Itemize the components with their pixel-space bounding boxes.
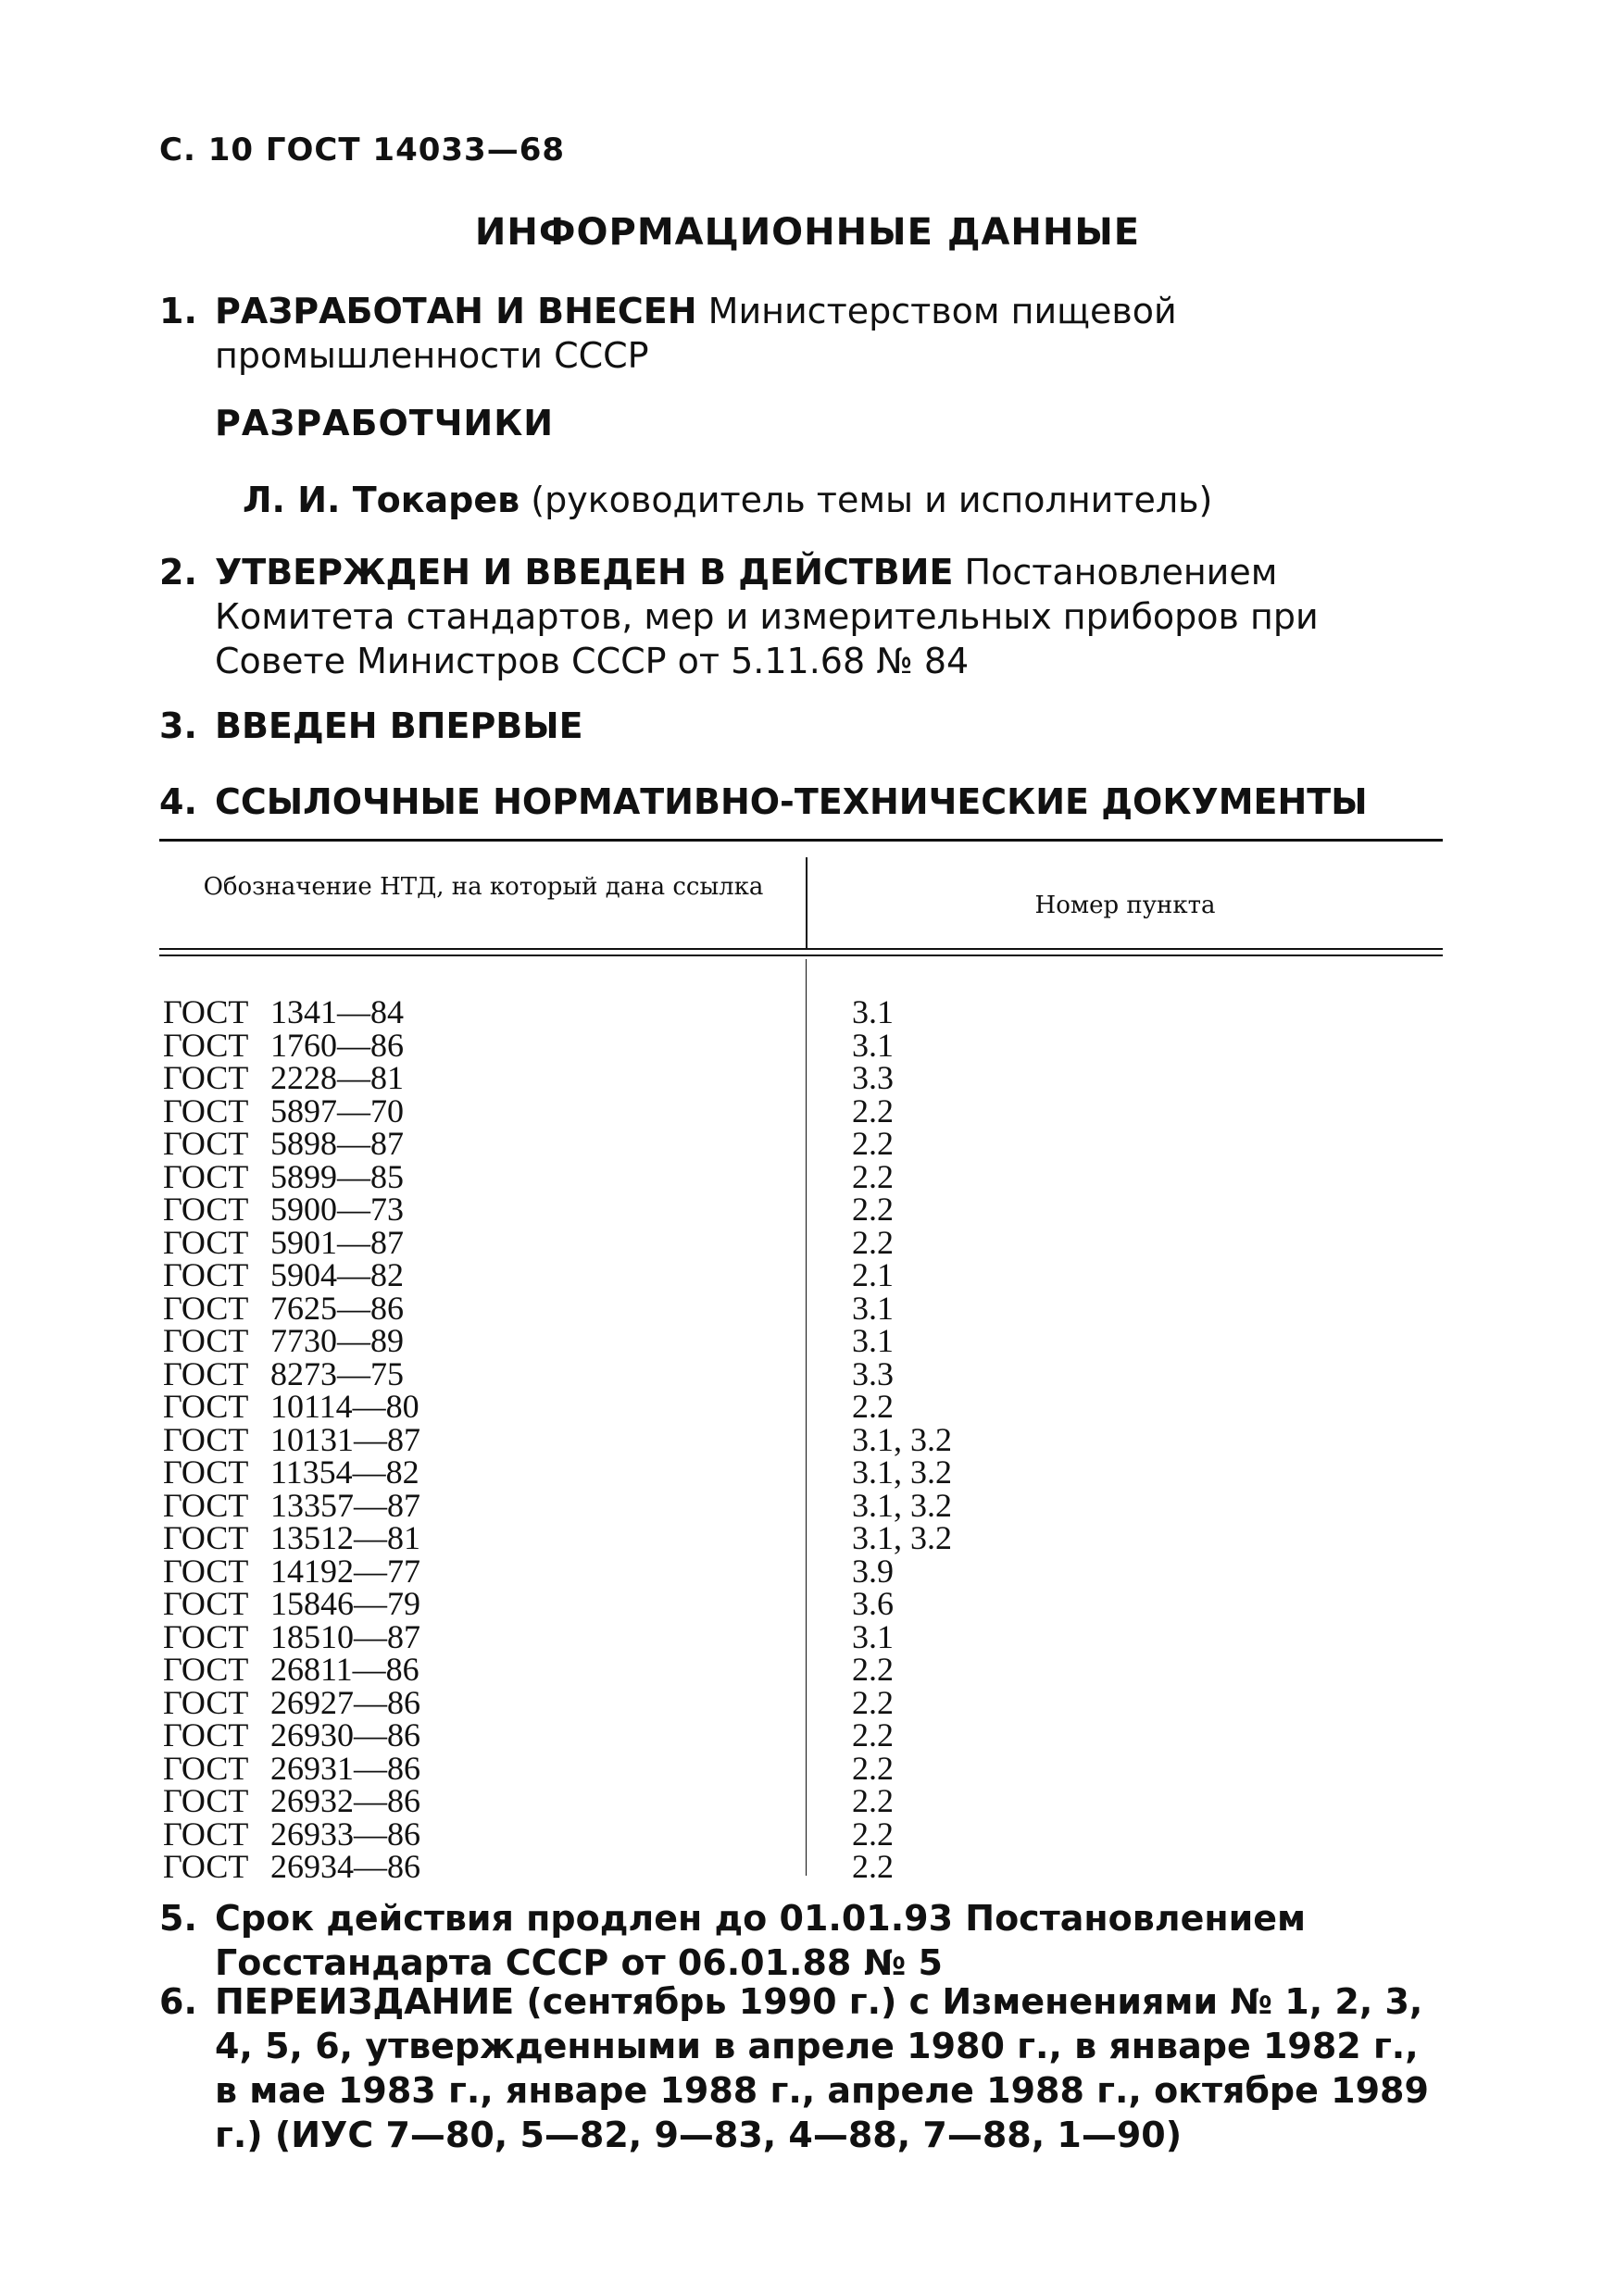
section-heading: ПЕРЕИЗДАНИЕ xyxy=(215,1981,515,2022)
table-row-document xyxy=(163,1815,420,1853)
gost-prefix: ГОСТ xyxy=(163,1454,249,1491)
section-number: 6. xyxy=(159,1981,197,2022)
section-text: Срок действия продлен до 01.01.93 Постановлением Госстандарта СССР от 06.01.88 № 5 xyxy=(215,1898,1307,1983)
gost-prefix: ГОСТ xyxy=(163,1486,249,1524)
section-number: 1. xyxy=(159,291,197,331)
col-header-item: Номер пункта xyxy=(1034,892,1216,919)
document-number: 5899—85 xyxy=(270,1157,404,1195)
table-row-document xyxy=(163,1486,420,1524)
section-2 xyxy=(159,550,1446,683)
table-row-document xyxy=(163,1420,420,1458)
document-number: 5898—87 xyxy=(270,1125,404,1162)
table-row-document xyxy=(163,1585,420,1622)
gost-prefix: ГОСТ xyxy=(163,1388,249,1425)
table-row-item: 3.6 xyxy=(852,1585,894,1622)
document-number: 26811—86 xyxy=(270,1651,419,1688)
gost-prefix: ГОСТ xyxy=(163,1716,249,1753)
document-number: 26934—86 xyxy=(270,1848,420,1885)
table-row-document xyxy=(163,1256,420,1293)
section-number: 4. xyxy=(159,781,197,822)
table-row-document xyxy=(163,1059,420,1096)
table-row-document xyxy=(163,1519,420,1556)
developers-heading: РАЗРАБОТЧИКИ xyxy=(215,403,555,443)
section-4 xyxy=(159,780,1446,824)
table-row-document xyxy=(163,1026,420,1064)
gost-prefix: ГОСТ xyxy=(163,1815,249,1853)
table-row-item: 3.9 xyxy=(852,1552,894,1590)
document-number: 2228—81 xyxy=(270,1059,404,1096)
document-column xyxy=(163,993,420,1885)
gost-prefix: ГОСТ xyxy=(163,1420,249,1458)
developer-role: (руководитель темы и исполнитель) xyxy=(531,480,1213,520)
document-number: 26927—86 xyxy=(270,1683,420,1721)
gost-prefix: ГОСТ xyxy=(163,1519,249,1556)
section-number: 3. xyxy=(159,705,197,746)
developer-name: Л. И. Токарев xyxy=(243,480,520,520)
section-3 xyxy=(159,704,1446,748)
document-number: 13512—81 xyxy=(270,1519,420,1556)
document-number: 14192—77 xyxy=(270,1552,420,1590)
gost-prefix: ГОСТ xyxy=(163,1749,249,1787)
table-row-document xyxy=(163,1354,420,1392)
gost-prefix: ГОСТ xyxy=(163,1026,249,1064)
section-heading: УТВЕРЖДЕН И ВВЕДЕН В ДЕЙСТВИЕ xyxy=(215,552,954,593)
gost-prefix: ГОСТ xyxy=(163,1651,249,1688)
table-row-item: 2.2 xyxy=(852,1157,894,1195)
table-row-item: 2.1 xyxy=(852,1256,894,1293)
table-row-item: 3.1 xyxy=(852,1322,894,1359)
gost-prefix: ГОСТ xyxy=(163,1848,249,1885)
document-number: 10131—87 xyxy=(270,1420,420,1458)
table-row-item: 3.1 xyxy=(852,993,894,1030)
document-number: 18510—87 xyxy=(270,1617,420,1655)
table-row-item: 2.2 xyxy=(852,1683,894,1721)
document-number: 5897—70 xyxy=(270,1092,404,1129)
section-text: (сентябрь 1990 г.) с Изменениями № 1, 2, 3, 4, 5, 6, утвержденными в апреле 1980 г., в январе 1982 г., в мае 1983 г., январе 1988 г., апреле 1988 г., октябре 1989 г.) (ИУС 7—80, 5—82, 9—83, 4—88, 7—88, 1—90) xyxy=(215,1981,1429,2155)
table-row-item: 3.1, 3.2 xyxy=(852,1519,952,1556)
table-row-document xyxy=(163,1552,420,1590)
document-number: 11354—82 xyxy=(270,1454,419,1491)
body-divider xyxy=(806,959,807,1876)
item-column xyxy=(852,993,952,1885)
document-number: 7730—89 xyxy=(270,1322,404,1359)
gost-prefix: ГОСТ xyxy=(163,1585,249,1622)
document-number: 10114—80 xyxy=(270,1388,419,1425)
gost-prefix: ГОСТ xyxy=(163,1059,249,1096)
table-row-document xyxy=(163,1716,420,1753)
table-row-document xyxy=(163,1456,420,1490)
table-row-document xyxy=(163,1322,420,1359)
table-row-item: 2.2 xyxy=(852,1223,894,1261)
table-row-document xyxy=(163,1388,420,1425)
table-row-item: 2.2 xyxy=(852,1782,894,1819)
table-row-item: 3.1, 3.2 xyxy=(852,1486,952,1524)
gost-prefix: ГОСТ xyxy=(163,1289,249,1327)
document-number: 8273—75 xyxy=(270,1354,404,1392)
document-number: 26933—86 xyxy=(270,1815,420,1853)
table-row-item: 3.1 xyxy=(852,1289,894,1327)
reference-table xyxy=(159,839,1443,1885)
table-row-document xyxy=(163,993,420,1030)
document-number: 26930—86 xyxy=(270,1716,420,1753)
section-heading: ССЫЛОЧНЫЕ НОРМАТИВНО-ТЕХНИЧЕСКИЕ ДОКУМЕНТЫ xyxy=(215,781,1368,822)
gost-prefix: ГОСТ xyxy=(163,1157,249,1195)
table-row-document xyxy=(163,1683,420,1721)
section-number: 2. xyxy=(159,552,197,593)
document-number: 5904—82 xyxy=(270,1256,404,1293)
section-number: 5. xyxy=(159,1898,197,1939)
table-row-item: 3.1, 3.2 xyxy=(852,1454,952,1491)
document-number: 1760—86 xyxy=(270,1026,404,1064)
document-number: 5901—87 xyxy=(270,1223,404,1261)
gost-prefix: ГОСТ xyxy=(163,1092,249,1129)
document-number: 15846—79 xyxy=(270,1585,420,1622)
table-row-item: 2.2 xyxy=(852,1125,894,1162)
document-number: 26931—86 xyxy=(270,1749,420,1787)
document-number: 26932—86 xyxy=(270,1782,420,1819)
table-row-item: 2.2 xyxy=(852,1092,894,1129)
section-text: Министерством пищевой промышленности СССР xyxy=(215,291,1177,376)
gost-prefix: ГОСТ xyxy=(163,1322,249,1359)
gost-prefix: ГОСТ xyxy=(163,993,249,1030)
table-row-item: 2.2 xyxy=(852,1749,894,1787)
gost-prefix: ГОСТ xyxy=(163,1223,249,1261)
section-5 xyxy=(159,1896,1446,1985)
document-number: 5900—73 xyxy=(270,1191,404,1228)
table-row-document xyxy=(163,1125,420,1162)
gost-prefix: ГОСТ xyxy=(163,1256,249,1293)
section-heading: ВВЕДЕН ВПЕРВЫЕ xyxy=(215,705,583,746)
table-row-document xyxy=(163,1782,420,1819)
table-row-item: 2.2 xyxy=(852,1815,894,1853)
table-top-rule xyxy=(159,839,1443,842)
document-number: 1341—84 xyxy=(270,993,404,1030)
table-row-item: 2.2 xyxy=(852,1191,894,1228)
section-6 xyxy=(159,1979,1446,2157)
table-row-document xyxy=(163,1848,420,1885)
col-header-document: Обозначение НТД, на который дана ссылка xyxy=(203,873,764,901)
table-row-item: 2.2 xyxy=(852,1651,894,1688)
header-rule-1 xyxy=(159,948,1443,950)
table-row-item: 3.3 xyxy=(852,1059,894,1096)
table-row-item: 3.1 xyxy=(852,1026,894,1064)
table-row-document xyxy=(163,1749,420,1787)
table-row-document xyxy=(163,1157,420,1195)
table-row-document xyxy=(163,1653,420,1687)
document-number: 13357—87 xyxy=(270,1486,420,1524)
gost-prefix: ГОСТ xyxy=(163,1354,249,1392)
table-row-document xyxy=(163,1617,420,1655)
gost-prefix: ГОСТ xyxy=(163,1552,249,1590)
gost-prefix: ГОСТ xyxy=(163,1617,249,1655)
gost-prefix: ГОСТ xyxy=(163,1125,249,1162)
table-row-document xyxy=(163,1223,420,1261)
section-text: Постановлением Комитета стандартов, мер и измерительных приборов при Совете Министров СССР от 5.11.68 № 84 xyxy=(215,552,1319,681)
header-rule-2 xyxy=(159,955,1443,956)
table-row-item: 3.3 xyxy=(852,1354,894,1392)
table-row-document xyxy=(163,1092,420,1129)
table-row-item: 2.2 xyxy=(852,1716,894,1753)
table-row-item: 2.2 xyxy=(852,1848,894,1885)
table-row-document xyxy=(163,1193,420,1227)
table-row-document xyxy=(163,1289,420,1327)
document-number: 7625—86 xyxy=(270,1289,404,1327)
gost-prefix: ГОСТ xyxy=(163,1683,249,1721)
table-row-item: 3.1 xyxy=(852,1617,894,1655)
section-heading: РАЗРАБОТАН И ВНЕСЕН xyxy=(215,291,697,331)
developer-line xyxy=(243,480,1212,520)
page-header: С. 10 ГОСТ 14033—68 xyxy=(159,131,566,168)
document-title: ИНФОРМАЦИОННЫЕ ДАННЫЕ xyxy=(474,211,1141,254)
table-row-item: 2.2 xyxy=(852,1388,894,1425)
gost-prefix: ГОСТ xyxy=(163,1191,249,1228)
gost-prefix: ГОСТ xyxy=(163,1782,249,1819)
section-1 xyxy=(159,289,1446,378)
table-row-item: 3.1, 3.2 xyxy=(852,1420,952,1458)
